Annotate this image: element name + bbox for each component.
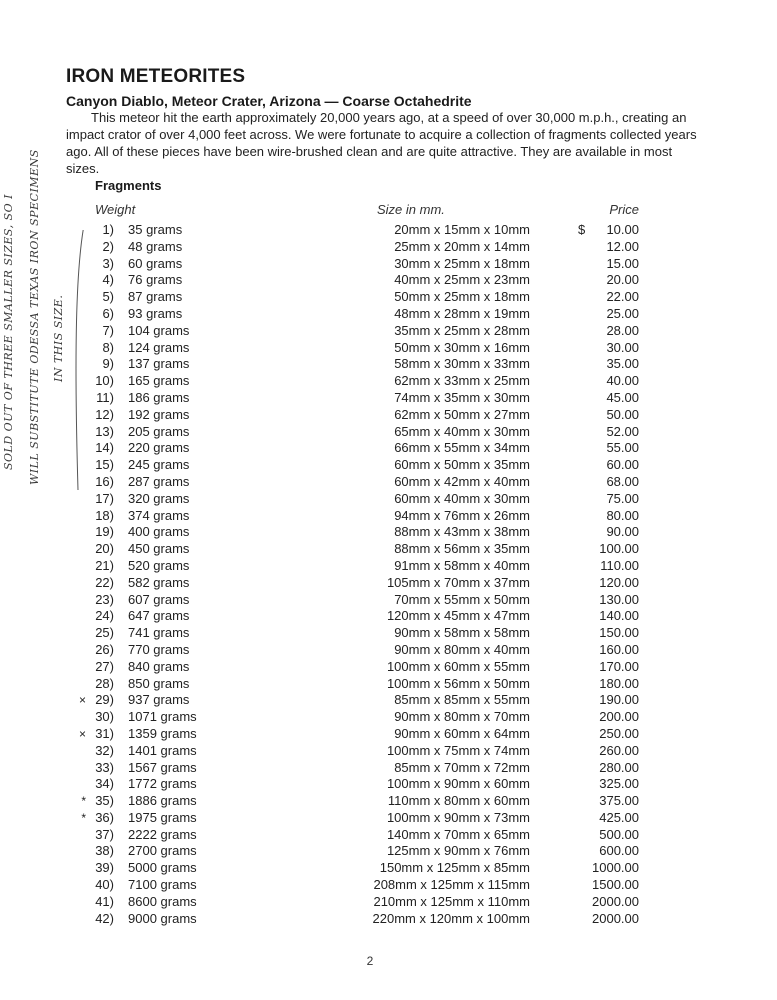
- page-title: IRON METEORITES: [66, 66, 246, 87]
- row-weight: 192 grams: [128, 406, 190, 422]
- row-mark: ×: [78, 693, 86, 708]
- table-row: [0, 356, 777, 373]
- row-size: 60mm x 50mm x 35mm: [394, 457, 530, 473]
- row-price: 75.00: [606, 490, 639, 506]
- row-weight: 320 grams: [128, 490, 190, 506]
- table-row: [0, 743, 777, 760]
- row-number: 9): [102, 356, 114, 372]
- row-weight: 5000 grams: [128, 860, 197, 876]
- row-size: 20mm x 15mm x 10mm: [394, 222, 530, 237]
- row-size: 88mm x 56mm x 35mm: [394, 541, 530, 557]
- row-weight: 8600 grams: [128, 893, 197, 909]
- table-row: [0, 541, 777, 558]
- row-size: 100mm x 56mm x 50mm: [386, 675, 530, 691]
- row-number: 32): [95, 742, 114, 758]
- row-price: 10.00: [606, 222, 639, 237]
- row-number: 23): [95, 591, 114, 607]
- table-row: [0, 625, 777, 642]
- row-price: 15.00: [606, 255, 639, 271]
- row-weight: 840 grams: [128, 658, 190, 674]
- currency-symbol: $: [578, 222, 586, 237]
- row-size: 30mm x 25mm x 18mm: [394, 255, 530, 271]
- handwritten-line-3: IN THIS SIZE.: [52, 294, 65, 382]
- table-row: [0, 810, 777, 827]
- row-number: 42): [95, 910, 114, 926]
- table-row: [0, 524, 777, 541]
- row-weight: 1567 grams: [128, 759, 197, 775]
- column-header-price: Price: [609, 202, 639, 217]
- table-row: [0, 608, 777, 625]
- row-price: 1500.00: [592, 877, 639, 893]
- intro-paragraph: This meteor hit the earth approximately 20,000 years ago, at a speed of over 30,000 m.p.h., creating an impact crator of over 4,000 feet across. We were fortunate to acquire a collection of fragments collected years ago. All of these pieces have been wire-brushed clean and are quite attractive. They are available in most sizes.: [66, 110, 697, 176]
- table-row: [0, 558, 777, 575]
- row-price: 180.00: [599, 675, 639, 691]
- row-number: 34): [95, 776, 114, 792]
- row-price: 20.00: [606, 272, 639, 288]
- row-number: 29): [95, 692, 114, 708]
- handwritten-line-1: SOLD OUT OF THREE SMALLER SIZES, SO I: [2, 194, 15, 470]
- row-number: 1): [102, 222, 114, 237]
- table-row: [0, 390, 777, 407]
- row-number: 10): [95, 373, 114, 389]
- row-size: 25mm x 20mm x 14mm: [394, 238, 530, 254]
- row-weight: 2700 grams: [128, 843, 197, 859]
- table-row: [0, 827, 777, 844]
- row-weight: 35 grams: [128, 222, 183, 237]
- row-price: 22.00: [606, 289, 639, 305]
- table-row: [0, 440, 777, 457]
- row-weight: 937 grams: [128, 692, 190, 708]
- row-number: 33): [95, 759, 114, 775]
- row-weight: 9000 grams: [128, 910, 197, 926]
- row-size: 62mm x 33mm x 25mm: [394, 373, 530, 389]
- row-weight: 2222 grams: [128, 826, 197, 842]
- row-number: 30): [95, 709, 114, 725]
- row-price: 160.00: [599, 641, 639, 657]
- row-price: 2000.00: [592, 910, 639, 926]
- row-number: 15): [95, 457, 114, 473]
- row-weight: 741 grams: [128, 625, 190, 641]
- row-number: 41): [95, 893, 114, 909]
- table-row: [0, 592, 777, 609]
- row-size: 60mm x 42mm x 40mm: [394, 473, 530, 489]
- table-row: [0, 776, 777, 793]
- row-number: 18): [95, 507, 114, 523]
- table-row: [0, 676, 777, 693]
- table-row: [0, 860, 777, 877]
- row-number: 40): [95, 877, 114, 893]
- table-row: [0, 407, 777, 424]
- row-size: 100mm x 90mm x 73mm: [386, 809, 530, 825]
- row-weight: 205 grams: [128, 423, 190, 439]
- row-size: 105mm x 70mm x 37mm: [386, 574, 530, 590]
- row-size: 88mm x 43mm x 38mm: [394, 524, 530, 540]
- row-weight: 1772 grams: [128, 776, 197, 792]
- row-weight: 124 grams: [128, 339, 190, 355]
- row-size: 90mm x 80mm x 40mm: [394, 641, 530, 657]
- row-price: 50.00: [606, 406, 639, 422]
- row-size: 90mm x 60mm x 64mm: [394, 725, 530, 741]
- table-row: [0, 256, 777, 273]
- page-subtitle: Canyon Diablo, Meteor Crater, Arizona — Coarse Octahedrite: [66, 93, 472, 109]
- row-price: 40.00: [606, 373, 639, 389]
- row-price: 260.00: [599, 742, 639, 758]
- row-size: 35mm x 25mm x 28mm: [394, 322, 530, 338]
- row-weight: 60 grams: [128, 255, 183, 271]
- row-number: 3): [102, 255, 114, 271]
- row-number: 12): [95, 406, 114, 422]
- row-weight: 520 grams: [128, 557, 190, 573]
- table-row: [0, 642, 777, 659]
- row-number: 21): [95, 557, 114, 573]
- table-row: [0, 508, 777, 525]
- row-size: 100mm x 90mm x 60mm: [386, 776, 530, 792]
- row-size: 50mm x 30mm x 16mm: [394, 339, 530, 355]
- row-number: 24): [95, 608, 114, 624]
- row-price: 280.00: [599, 759, 639, 775]
- row-weight: 1886 grams: [128, 793, 197, 809]
- row-size: 90mm x 58mm x 58mm: [394, 625, 530, 641]
- row-price: 60.00: [606, 457, 639, 473]
- table-row: [0, 474, 777, 491]
- row-price: 28.00: [606, 322, 639, 338]
- row-weight: 400 grams: [128, 524, 190, 540]
- row-number: 16): [95, 473, 114, 489]
- row-weight: 137 grams: [128, 356, 190, 372]
- row-weight: 287 grams: [128, 473, 190, 489]
- row-weight: 850 grams: [128, 675, 190, 691]
- row-price: 25.00: [606, 305, 639, 321]
- row-size: 85mm x 85mm x 55mm: [394, 692, 530, 708]
- row-weight: 1071 grams: [128, 709, 197, 725]
- section-heading: Fragments: [95, 178, 162, 193]
- row-price: 250.00: [599, 725, 639, 741]
- row-price: 52.00: [606, 423, 639, 439]
- row-number: 14): [95, 440, 114, 456]
- row-weight: 647 grams: [128, 608, 190, 624]
- row-size: 48mm x 28mm x 19mm: [394, 305, 530, 321]
- handwritten-line-2: WILL SUBSTITUTE ODESSA TEXAS IRON SPECIMENS: [28, 149, 41, 485]
- table-row: [0, 289, 777, 306]
- table-row: [0, 491, 777, 508]
- row-number: 20): [95, 541, 114, 557]
- row-size: 220mm x 120mm x 100mm: [372, 910, 530, 926]
- row-price: 1000.00: [592, 860, 639, 876]
- row-number: 26): [95, 641, 114, 657]
- row-weight: 186 grams: [128, 389, 190, 405]
- row-weight: 1401 grams: [128, 742, 197, 758]
- row-number: 35): [95, 793, 114, 809]
- row-number: 2): [102, 238, 114, 254]
- table-row: [0, 877, 777, 894]
- row-number: 7): [102, 322, 114, 338]
- row-price: 80.00: [606, 507, 639, 523]
- row-price: 35.00: [606, 356, 639, 372]
- row-size: 70mm x 55mm x 50mm: [394, 591, 530, 607]
- table-row: [0, 457, 777, 474]
- row-weight: 93 grams: [128, 305, 183, 321]
- row-size: 91mm x 58mm x 40mm: [394, 557, 530, 573]
- row-weight: 76 grams: [128, 272, 183, 288]
- row-weight: 1975 grams: [128, 809, 197, 825]
- row-size: 40mm x 25mm x 23mm: [394, 272, 530, 288]
- row-price: 170.00: [599, 658, 639, 674]
- row-weight: 374 grams: [128, 507, 190, 523]
- row-size: 100mm x 60mm x 55mm: [386, 658, 530, 674]
- row-size: 208mm x 125mm x 115mm: [373, 877, 530, 893]
- row-size: 210mm x 125mm x 110mm: [373, 893, 530, 909]
- row-number: 28): [95, 675, 114, 691]
- row-price: 375.00: [599, 793, 639, 809]
- row-number: 36): [95, 809, 114, 825]
- row-number: 22): [95, 574, 114, 590]
- row-price: 425.00: [599, 809, 639, 825]
- row-number: 17): [95, 490, 114, 506]
- table-row: [0, 424, 777, 441]
- table-row: [0, 340, 777, 357]
- table-row: [0, 323, 777, 340]
- row-weight: 770 grams: [128, 641, 190, 657]
- row-number: 31): [95, 725, 114, 741]
- row-price: 600.00: [599, 843, 639, 859]
- row-number: 5): [102, 289, 114, 305]
- table-row: [0, 726, 777, 743]
- row-size: 100mm x 75mm x 74mm: [386, 742, 530, 758]
- row-size: 90mm x 80mm x 70mm: [394, 709, 530, 725]
- row-size: 140mm x 70mm x 65mm: [386, 826, 530, 842]
- row-number: 25): [95, 625, 114, 641]
- handwritten-margin-note: [0, 149, 100, 490]
- row-price: 55.00: [606, 440, 639, 456]
- row-weight: 48 grams: [128, 238, 183, 254]
- row-size: 65mm x 40mm x 30mm: [394, 423, 530, 439]
- row-mark: ×: [78, 726, 86, 741]
- column-header-size: Size in mm.: [377, 202, 445, 217]
- row-price: 130.00: [599, 591, 639, 607]
- fragments-table: [0, 222, 777, 927]
- table-row: [0, 760, 777, 777]
- row-weight: 582 grams: [128, 574, 190, 590]
- row-price: 12.00: [606, 238, 639, 254]
- row-size: 60mm x 40mm x 30mm: [394, 490, 530, 506]
- row-price: 45.00: [606, 389, 639, 405]
- row-weight: 165 grams: [128, 373, 190, 389]
- row-number: 8): [102, 339, 114, 355]
- row-price: 100.00: [599, 541, 639, 557]
- row-weight: 450 grams: [128, 541, 190, 557]
- row-size: 85mm x 70mm x 72mm: [394, 759, 530, 775]
- row-weight: 220 grams: [128, 440, 190, 456]
- row-size: 94mm x 76mm x 26mm: [394, 507, 530, 523]
- row-price: 90.00: [606, 524, 639, 540]
- row-price: 150.00: [599, 625, 639, 641]
- table-row: [0, 709, 777, 726]
- table-row: [0, 692, 777, 709]
- table-row: [0, 659, 777, 676]
- row-size: 120mm x 45mm x 47mm: [386, 608, 530, 624]
- table-row: [0, 306, 777, 323]
- row-size: 74mm x 35mm x 30mm: [394, 389, 530, 405]
- row-price: 110.00: [600, 557, 639, 573]
- row-size: 150mm x 125mm x 85mm: [379, 860, 530, 876]
- row-size: 58mm x 30mm x 33mm: [394, 356, 530, 372]
- table-row: [0, 222, 777, 239]
- row-price: 500.00: [599, 826, 639, 842]
- row-price: 68.00: [606, 473, 639, 489]
- row-mark: *: [81, 794, 86, 809]
- row-weight: 7100 grams: [128, 877, 197, 893]
- row-number: 13): [95, 423, 114, 439]
- table-row: [0, 793, 777, 810]
- row-number: 11): [96, 389, 114, 405]
- row-size: 66mm x 55mm x 34mm: [394, 440, 530, 456]
- table-row: [0, 373, 777, 390]
- table-row: [0, 894, 777, 911]
- row-price: 30.00: [606, 339, 639, 355]
- row-mark: *: [81, 810, 86, 825]
- page-number: 2: [366, 954, 374, 968]
- row-number: 38): [95, 843, 114, 859]
- row-number: 27): [95, 658, 114, 674]
- row-number: 39): [95, 860, 114, 876]
- row-size: 110mm x 80mm x 60mm: [387, 793, 530, 809]
- row-price: 120.00: [599, 574, 639, 590]
- column-header-weight: Weight: [95, 202, 136, 217]
- row-size: 125mm x 90mm x 76mm: [386, 843, 530, 859]
- row-weight: 87 grams: [128, 289, 183, 305]
- table-row: [0, 911, 777, 928]
- table-row: [0, 272, 777, 289]
- row-size: 62mm x 50mm x 27mm: [394, 406, 530, 422]
- row-size: 50mm x 25mm x 18mm: [394, 289, 530, 305]
- row-weight: 245 grams: [128, 457, 190, 473]
- table-row: [0, 843, 777, 860]
- table-row: [0, 239, 777, 256]
- row-price: 140.00: [599, 608, 639, 624]
- row-number: 4): [102, 272, 114, 288]
- row-weight: 104 grams: [128, 322, 190, 338]
- table-row: [0, 575, 777, 592]
- row-number: 6): [102, 305, 114, 321]
- row-number: 37): [95, 826, 114, 842]
- row-price: 325.00: [599, 776, 639, 792]
- row-number: 19): [95, 524, 114, 540]
- row-price: 200.00: [599, 709, 639, 725]
- row-price: 190.00: [599, 692, 639, 708]
- row-weight: 1359 grams: [128, 725, 197, 741]
- row-price: 2000.00: [592, 893, 639, 909]
- row-weight: 607 grams: [128, 591, 190, 607]
